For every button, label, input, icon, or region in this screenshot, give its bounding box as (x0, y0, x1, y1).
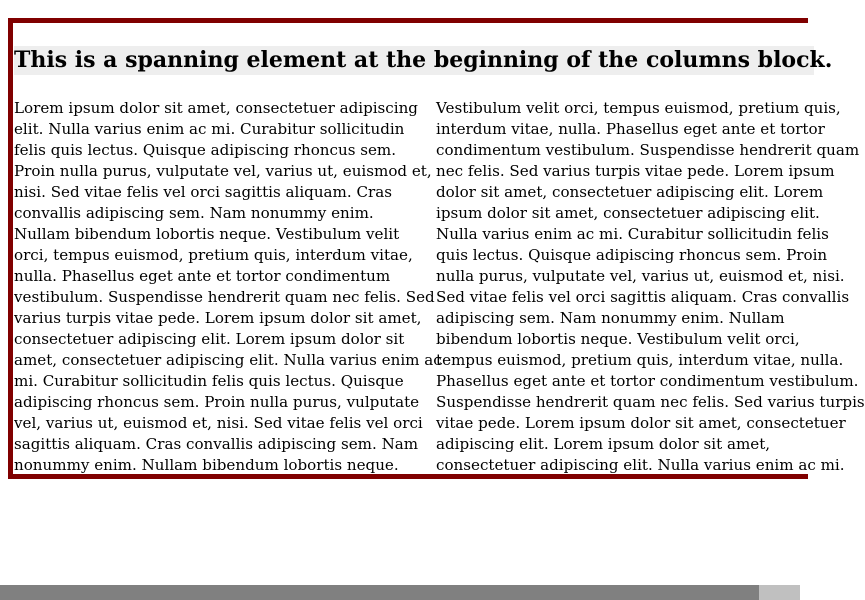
horizontal-scrollbar[interactable] (0, 585, 800, 600)
column-1-text: Lorem ipsum dolor sit amet, consectetuer adipiscing elit. Nulla varius enim ac mi. Curabitur sollicitudin felis quis lectus. Quisque adipiscing rhoncus sem. Proin nulla purus, vulputate vel, varius ut, euismod et, nisi. Sed vitae felis vel orci sagittis aliquam. Cras convallis adipiscing sem. Nam nonummy enim. Nullam bibendum lobortis neque. Vestibulum velit orci, tempus euismod, pretium quis, interdum vitae, nulla. Phasellus eget ante et tortor condimentum vestibulum. Suspendisse hendrerit quam nec felis. Sed varius turpis vitae pede. Lorem ipsum dolor sit amet, consectetuer adipiscing elit. Lorem ipsum dolor sit amet, consectetuer adipiscing elit. Nulla varius enim ac mi. Curabitur sollicitudin felis quis lectus. Quisque adipiscing rhoncus sem. Proin nulla purus, vulputate vel, varius ut, euismod et, nisi. Sed vitae felis vel orci sagittis aliquam. Cras convallis adipiscing sem. Nam nonummy enim. Nullam bibendum lobortis neque. (14, 99, 442, 474)
spanning-heading: This is a spanning element at the beginning of the columns block. (14, 47, 833, 73)
column-2-text: Vestibulum velit orci, tempus euismod, pretium quis, interdum vitae, nulla. Phasellus eget ante et tortor condimentum vestibulum. Suspendisse hendrerit quam nec felis. Sed varius turpis vitae pede. Lorem ipsum dolor sit amet, consectetuer adipiscing elit. Lorem ipsum dolor sit amet, consectetuer adipiscing elit. Nulla varius enim ac mi. Curabitur sollicitudin felis quis lectus. Quisque adipiscing rhoncus sem. Proin nulla purus, vulputate vel, varius ut, euismod et, nisi. Sed vitae felis vel orci sagittis aliquam. Cras convallis adipiscing sem. Nam nonummy enim. Nullam bibendum lobortis neque. Vestibulum velit orci, tempus euismod, pretium quis, interdum vitae, nulla. Phasellus eget ante et tortor condimentum vestibulum. Suspendisse hendrerit quam nec felis. Sed varius turpis vitae pede. Lorem ipsum dolor sit amet, consectetuer adipiscing elit. Lorem ipsum dolor sit amet, consectetuer adipiscing elit. Nulla varius enim ac mi. (436, 99, 865, 474)
scrollbar-corner (759, 585, 800, 600)
columns-block (8, 18, 865, 479)
